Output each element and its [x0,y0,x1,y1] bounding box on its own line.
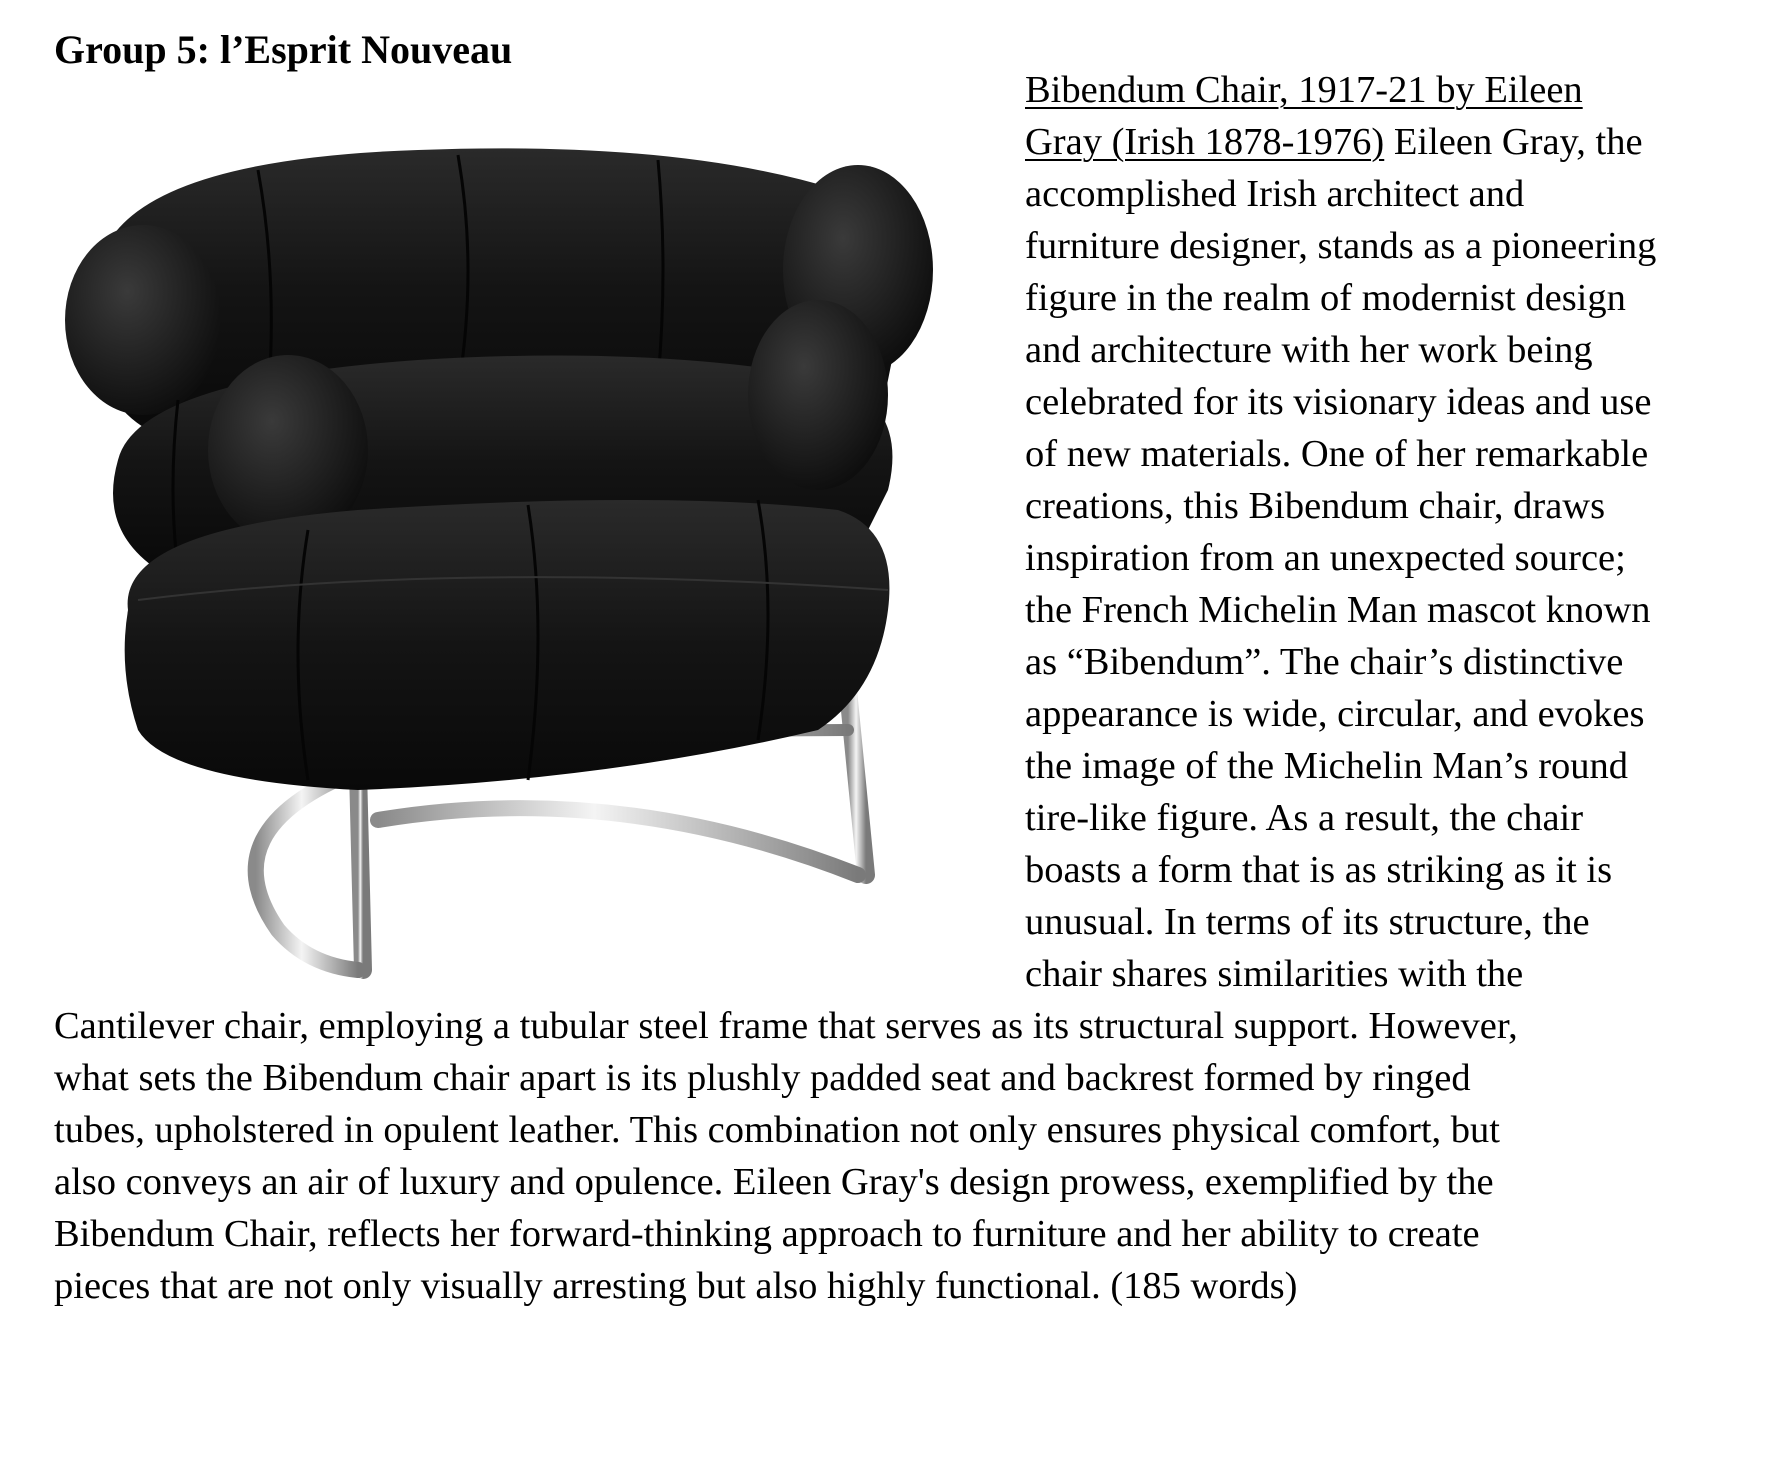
artwork-title-link[interactable]: Bibendum Chair, 1917-21 by Eileen [1025,69,1583,111]
text-line: tubes, upholstered in opulent leather. This combination not only ensures physical comfort, but [54,1109,1500,1151]
text-line-rest: Eileen Gray, the [1384,121,1643,163]
text-line: unusual. In terms of its structure, the [1025,901,1590,943]
text-line: creations, this Bibendum chair, draws [1025,485,1606,527]
text-line: Cantilever chair, employing a tubular steel frame that serves as its structural support. However, [54,1005,1518,1047]
text-line: boasts a form that is as striking as it is [1025,849,1613,891]
text-line: appearance is wide, circular, and evokes [1025,693,1645,735]
section-heading: Group 5: l’Esprit Nouveau [54,27,513,72]
bibendum-chair-photo [58,130,988,1030]
text-line [1025,118,1643,166]
artwork-title-link-cont[interactable]: Gray (Irish 1878-1976) [1025,121,1385,163]
text-line: inspiration from an unexpected source; [1025,537,1626,579]
text-line: chair shares similarities with the [1025,953,1524,995]
text-line: the French Michelin Man mascot known [1025,589,1651,631]
text-line: what sets the Bibendum chair apart is its plushly padded seat and backrest formed by ringed [54,1057,1471,1099]
lower-ring [125,500,890,790]
text-line: as “Bibendum”. The chair’s distinctive [1025,641,1624,683]
text-line: celebrated for its visionary ideas and use [1025,381,1652,423]
text-line: also conveys an air of luxury and opulence. Eileen Gray's design prowess, exemplified by the [54,1161,1494,1203]
text-line: of new materials. One of her remarkable [1025,433,1649,475]
text-line: tire-like figure. As a result, the chair [1025,797,1584,839]
text-line: pieces that are not only visually arresting but also highly functional. (185 words) [54,1265,1298,1307]
text-line: Bibendum Chair, reflects her forward-thinking approach to furniture and her ability to create [54,1213,1480,1255]
text-line: the image of the Michelin Man’s round [1025,745,1629,787]
text-line: furniture designer, stands as a pioneering [1025,225,1657,267]
text-line: and architecture with her work being [1025,329,1593,371]
text-line: figure in the realm of modernist design [1025,277,1626,319]
text-line: accomplished Irish architect and [1025,173,1525,215]
